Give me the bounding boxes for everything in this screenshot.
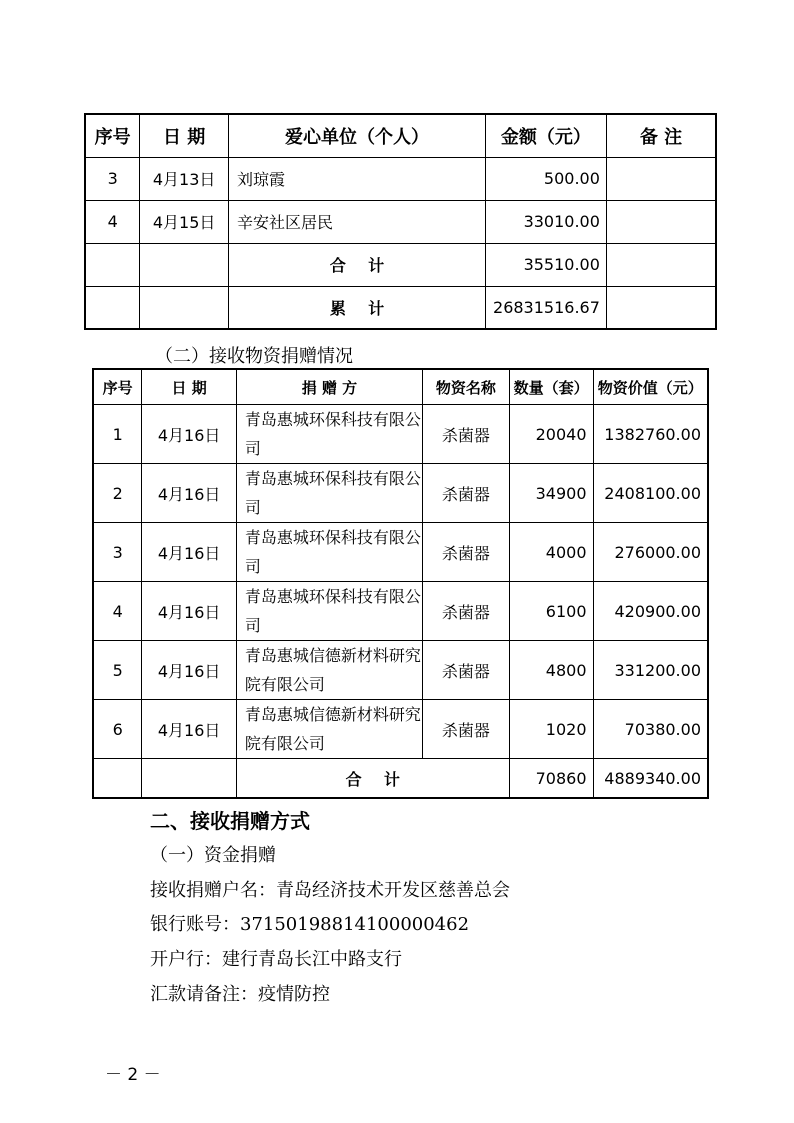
row-date: 4月16日 [142, 700, 237, 759]
row-value: 331200.00 [593, 641, 708, 700]
row-donor: 青岛惠城环保科技有限公司 [236, 405, 422, 464]
row-donor: 刘琼霞 [228, 157, 485, 200]
remittance-note-line: 汇款请备注：疫情防控 [150, 984, 330, 1005]
header-cell: 金额（元） [485, 114, 606, 157]
total-label: 合 计 [236, 759, 509, 799]
row-number: 6 [93, 700, 142, 759]
empty-cell [142, 759, 237, 799]
cash-donation-table [84, 113, 717, 330]
header-cell: 日 期 [140, 114, 229, 157]
row-item: 杀菌器 [423, 582, 510, 641]
row-value: 276000.00 [593, 523, 708, 582]
row-number: 3 [93, 523, 142, 582]
header-cell: 捐 赠 方 [236, 369, 422, 405]
table-row [93, 405, 708, 464]
header-cell: 日 期 [142, 369, 237, 405]
header-cell: 序号 [93, 369, 142, 405]
table-row [93, 464, 708, 523]
table-header-row [93, 369, 708, 405]
row-quantity: 20040 [509, 405, 593, 464]
bank-line: 开户行：建行青岛长江中路支行 [150, 949, 402, 970]
material-section-heading: （二）接收物资捐赠情况 [155, 346, 353, 367]
row-number: 5 [93, 641, 142, 700]
page-number: － 2 － [105, 1065, 161, 1085]
row-number: 3 [85, 157, 140, 200]
header-cell: 物资价值（元） [593, 369, 708, 405]
row-donor: 青岛惠城环保科技有限公司 [236, 582, 422, 641]
empty-cell [85, 243, 140, 286]
row-donor: 青岛惠城信德新材料研究院有限公司 [236, 641, 422, 700]
empty-cell [606, 243, 716, 286]
cumulative-amount: 26831516.67 [485, 286, 606, 329]
row-item: 杀菌器 [423, 523, 510, 582]
row-note [606, 200, 716, 243]
row-donor: 辛安社区居民 [228, 200, 485, 243]
section-heading: 二、接收捐赠方式 [150, 809, 310, 833]
subtotal-amount: 35510.00 [485, 243, 606, 286]
row-date: 4月15日 [140, 200, 229, 243]
row-quantity: 4800 [509, 641, 593, 700]
row-number: 2 [93, 464, 142, 523]
header-cell: 爱心单位（个人） [228, 114, 485, 157]
header-cell: 数量（套） [509, 369, 593, 405]
account-number-line: 银行账号：37150198814100000462 [150, 914, 470, 935]
table-row [93, 523, 708, 582]
row-date: 4月16日 [142, 582, 237, 641]
table-row [85, 200, 716, 243]
row-number: 1 [93, 405, 142, 464]
cumulative-row [85, 286, 716, 329]
row-quantity: 4000 [509, 523, 593, 582]
row-item: 杀菌器 [423, 464, 510, 523]
row-date: 4月16日 [142, 523, 237, 582]
row-quantity: 1020 [509, 700, 593, 759]
empty-cell [140, 286, 229, 329]
empty-cell [140, 243, 229, 286]
row-number: 4 [85, 200, 140, 243]
empty-cell [606, 286, 716, 329]
row-date: 4月16日 [142, 464, 237, 523]
row-date: 4月16日 [142, 641, 237, 700]
row-quantity: 6100 [509, 582, 593, 641]
total-value: 4889340.00 [593, 759, 708, 799]
row-item: 杀菌器 [423, 405, 510, 464]
header-cell: 序号 [85, 114, 140, 157]
subtotal-row [85, 243, 716, 286]
cumulative-label: 累 计 [228, 286, 485, 329]
row-value: 1382760.00 [593, 405, 708, 464]
row-number: 4 [93, 582, 142, 641]
subtotal-label: 合 计 [228, 243, 485, 286]
empty-cell [85, 286, 140, 329]
table-row [93, 641, 708, 700]
row-note [606, 157, 716, 200]
row-amount: 500.00 [485, 157, 606, 200]
table-row [93, 582, 708, 641]
row-item: 杀菌器 [423, 641, 510, 700]
row-value: 70380.00 [593, 700, 708, 759]
row-donor: 青岛惠城环保科技有限公司 [236, 523, 422, 582]
row-date: 4月13日 [140, 157, 229, 200]
material-donation-table [92, 368, 709, 799]
empty-cell [93, 759, 142, 799]
row-date: 4月16日 [142, 405, 237, 464]
header-cell: 备 注 [606, 114, 716, 157]
row-amount: 33010.00 [485, 200, 606, 243]
row-value: 420900.00 [593, 582, 708, 641]
table-row [85, 157, 716, 200]
row-quantity: 34900 [509, 464, 593, 523]
total-quantity: 70860 [509, 759, 593, 799]
row-donor: 青岛惠城信德新材料研究院有限公司 [236, 700, 422, 759]
header-cell: 物资名称 [423, 369, 510, 405]
account-name-line: 接收捐赠户名：青岛经济技术开发区慈善总会 [150, 880, 510, 901]
row-value: 2408100.00 [593, 464, 708, 523]
row-donor: 青岛惠城环保科技有限公司 [236, 464, 422, 523]
row-item: 杀菌器 [423, 700, 510, 759]
table-header-row [85, 114, 716, 157]
total-row [93, 759, 708, 799]
table-row [93, 700, 708, 759]
subsection-heading: （一）资金捐赠 [150, 845, 276, 866]
